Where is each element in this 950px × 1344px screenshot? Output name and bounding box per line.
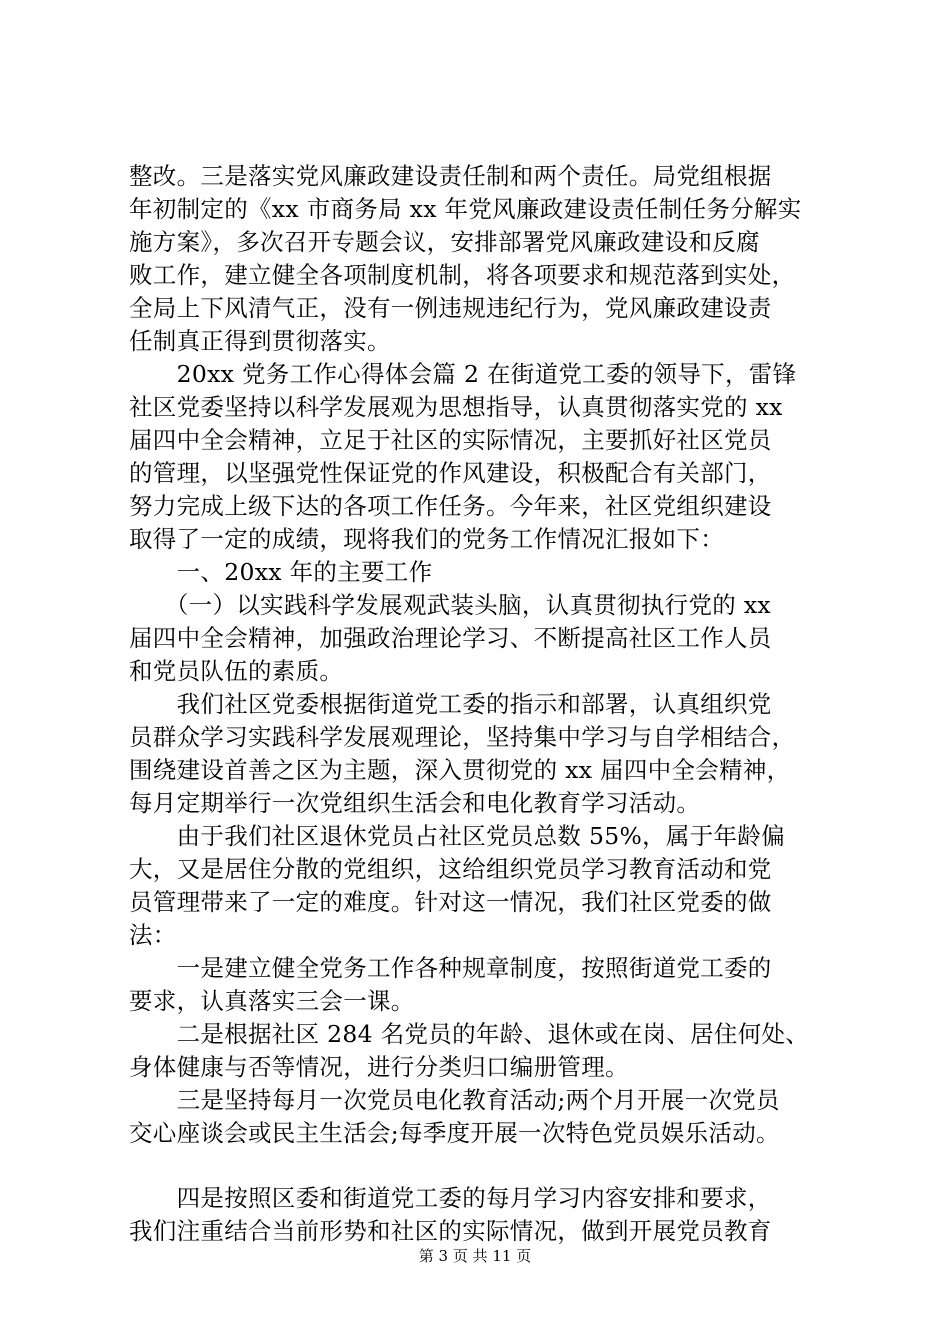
text-line: 败工作，建立健全各项制度机制，将各项要求和规范落到实处， — [129, 261, 796, 289]
page-footer — [0, 1246, 950, 1266]
text-line: 围绕建设首善之区为主题，深入贯彻党的 xx 届四中全会精神， — [129, 756, 791, 784]
text-line: 由于我们社区退休党员占社区党员总数 55%，属于年龄偏 — [129, 822, 785, 850]
text-line: 交心座谈会或民主生活会;每季度开展一次特色党员娱乐活动。 — [129, 1119, 780, 1147]
text-line: （一）以实践科学发展观武装头脑，认真贯彻执行党的 xx — [129, 591, 771, 619]
text-line: 身体健康与否等情况，进行分类归口编册管理。 — [129, 1053, 629, 1081]
text-line: 社区党委坚持以科学发展观为思想指导，认真贯彻落实党的 xx — [129, 393, 783, 421]
text-line: 20xx 党务工作心得体会篇 2 在街道党工委的领导下，雷锋 — [129, 360, 797, 388]
text-line: 大，又是居住分散的党组织，这给组织党员学习教育活动和党 — [129, 855, 772, 883]
text-line: 取得了一定的成绩，现将我们的党务工作情况汇报如下： — [129, 525, 724, 553]
text-line: 一是建立健全党务工作各种规章制度，按照街道党工委的 — [129, 954, 772, 982]
text-line: 要求，认真落实三会一课。 — [129, 987, 415, 1015]
section-heading: 一、20xx 年的主要工作 — [129, 558, 433, 586]
text-line: 我们注重结合当前形势和社区的实际情况，做到开展党员教育 — [129, 1217, 772, 1245]
text-line: 员群众学习实践科学发展观理论，坚持集中学习与自学相结合， — [129, 723, 796, 751]
text-line: 全局上下风清气正，没有一例违规违纪行为，党风廉政建设责 — [129, 294, 772, 322]
text-line: 的管理，以坚强党性保证党的作风建设，积极配合有关部门， — [129, 459, 772, 487]
text-line: 每月定期举行一次党组织生活会和电化教育学习活动。 — [129, 789, 701, 817]
text-line: 努力完成上级下达的各项工作任务。今年来，社区党组织建设 — [129, 492, 772, 520]
text-line: 年初制定的《xx 市商务局 xx 年党风廉政建设责任制任务分解实 — [129, 195, 802, 223]
text-line: 和党员队伍的素质。 — [129, 657, 344, 685]
text-line: 员管理带来了一定的难度。针对这一情况，我们社区党委的做 — [129, 888, 772, 916]
text-line: 届四中全会精神，加强政治理论学习、不断提高社区工作人员 — [129, 624, 772, 652]
document-body — [129, 160, 829, 1248]
text-line: 三是坚持每月一次党员电化教育活动;两个月开展一次党员 — [129, 1086, 780, 1114]
text-line: 我们社区党委根据街道党工委的指示和部署，认真组织党 — [129, 690, 772, 718]
text-line: 二是根据社区 284 名党员的年龄、退休或在岗、居住何处、 — [129, 1020, 810, 1048]
text-line: 整改。三是落实党风廉政建设责任制和两个责任。局党组根据 — [129, 162, 772, 190]
text-line: 四是按照区委和街道党工委的每月学习内容安排和要求， — [129, 1184, 772, 1212]
text-line: 法： — [129, 921, 177, 949]
text-line: 届四中全会精神，立足于社区的实际情况，主要抓好社区党员 — [129, 426, 772, 454]
text-line: 施方案》，多次召开专题会议，安排部署党风廉政建设和反腐 — [129, 228, 760, 256]
page-number: 第 3 页 共 11 页 — [418, 1247, 532, 1265]
text-line: 任制真正得到贯彻落实。 — [129, 327, 391, 355]
